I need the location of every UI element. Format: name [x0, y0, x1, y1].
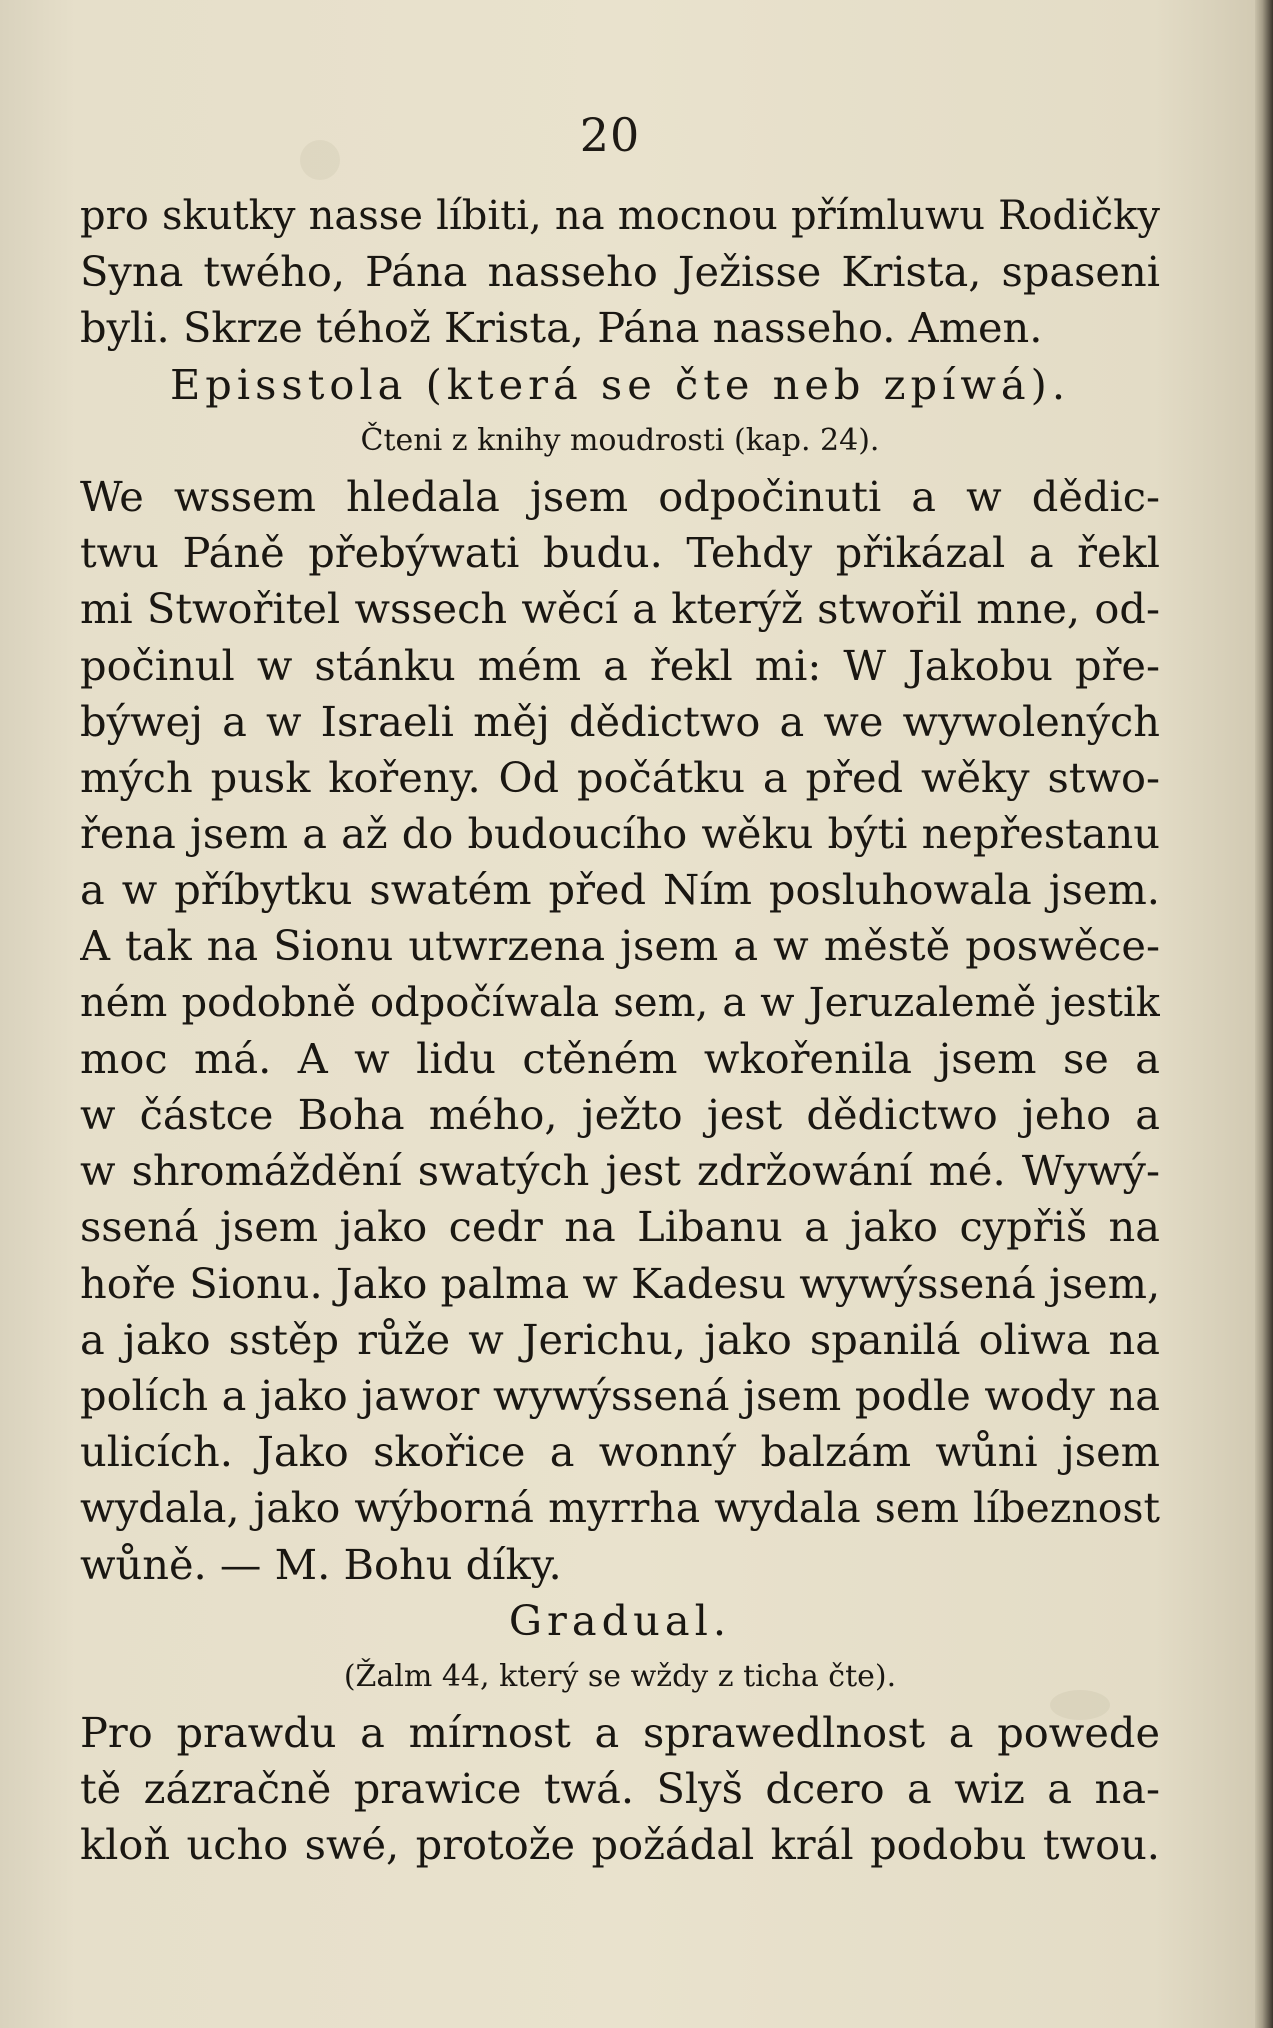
- text-line: řena jsem a až do budoucího wěku býti nepřestanu: [80, 809, 1160, 859]
- page-number: 20: [579, 108, 641, 162]
- text-line: We wssem hledala jsem odpočinuti a w dědic-: [80, 471, 1160, 521]
- text-line: ssená jsem jako cedr na Libanu a jako cypřiš na: [80, 1202, 1160, 1252]
- text-line: kloň ucho swé, protože požádal král podobu twou.: [80, 1820, 1160, 1870]
- text-line: A tak na Sionu utwrzena jsem a w městě poswěce-: [80, 921, 1160, 971]
- text-line: počinul w stánku mém a řekl mi: W Jakobu pře-: [80, 640, 1160, 690]
- text-line: mi Stwořitel wssech wěcí a kterýž stwořil mne, od-: [80, 584, 1160, 634]
- gradual-note: (Žalm 44, který se wždy z ticha čte).: [343, 1658, 897, 1694]
- text-line: moc má. A w lidu ctěném wkořenila jsem se a: [80, 1033, 1160, 1083]
- text-line: ulicích. Jako skořice a wonný balzám wůni jsem: [80, 1427, 1160, 1477]
- text-line: hoře Sionu. Jako palma w Kadesu wywýssená jsem,: [80, 1258, 1160, 1308]
- epistola-heading: Episstola (která se čte neb zpíwá).: [169, 359, 1071, 409]
- text-line: a w příbytku swatém před Ním posluhowala jsem.: [80, 865, 1160, 915]
- text-line: polích a jako jawor wywýssená jsem podle wody na: [80, 1370, 1160, 1420]
- text-line: wůně. — M. Bohu díky.: [80, 1539, 562, 1589]
- text-block: [80, 188, 1160, 1874]
- text-line: a jako sstěp růže w Jerichu, jako spanilá oliwa na: [80, 1314, 1160, 1364]
- epistola-source: Čteni z knihy moudrosti (kap. 24).: [360, 422, 880, 458]
- text-line: mých pusk kořeny. Od počátku a před wěky stwo-: [80, 752, 1160, 802]
- text-line: Pro prawdu a mírnost a sprawedlnost a powede: [80, 1708, 1160, 1758]
- text-line: pro skutky nasse líbiti, na mocnou přímluwu Rodičky: [80, 193, 1160, 239]
- text-line: tě zázračně prawice twá. Slyš dcero a wiz a na-: [80, 1764, 1160, 1814]
- text-line: byli. Skrze téhož Krista, Pána nasseho. Amen.: [80, 303, 1043, 353]
- text-line: twu Páně přebýwati budu. Tehdy přikázal a řekl: [80, 528, 1160, 578]
- text-line: w částce Boha mého, ježto jest dědictwo jeho a: [80, 1090, 1160, 1139]
- book-spine-edge: [1255, 0, 1273, 2028]
- text-line: ném podobně odpočíwala sem, a w Jeruzalemě jestik: [80, 979, 1160, 1026]
- gradual-heading: Gradual.: [508, 1595, 732, 1645]
- text-line: w shromáždění swatých jest zdržowání mé. Wywý-: [80, 1146, 1160, 1196]
- text-line: Syna twého, Pána nasseho Ježisse Krista, spaseni: [80, 247, 1160, 297]
- text-line: wydala, jako wýborná myrrha wydala sem líbeznost: [80, 1484, 1160, 1533]
- text-line: býwej a w Israeli měj dědictwo a we wywolených: [80, 696, 1160, 746]
